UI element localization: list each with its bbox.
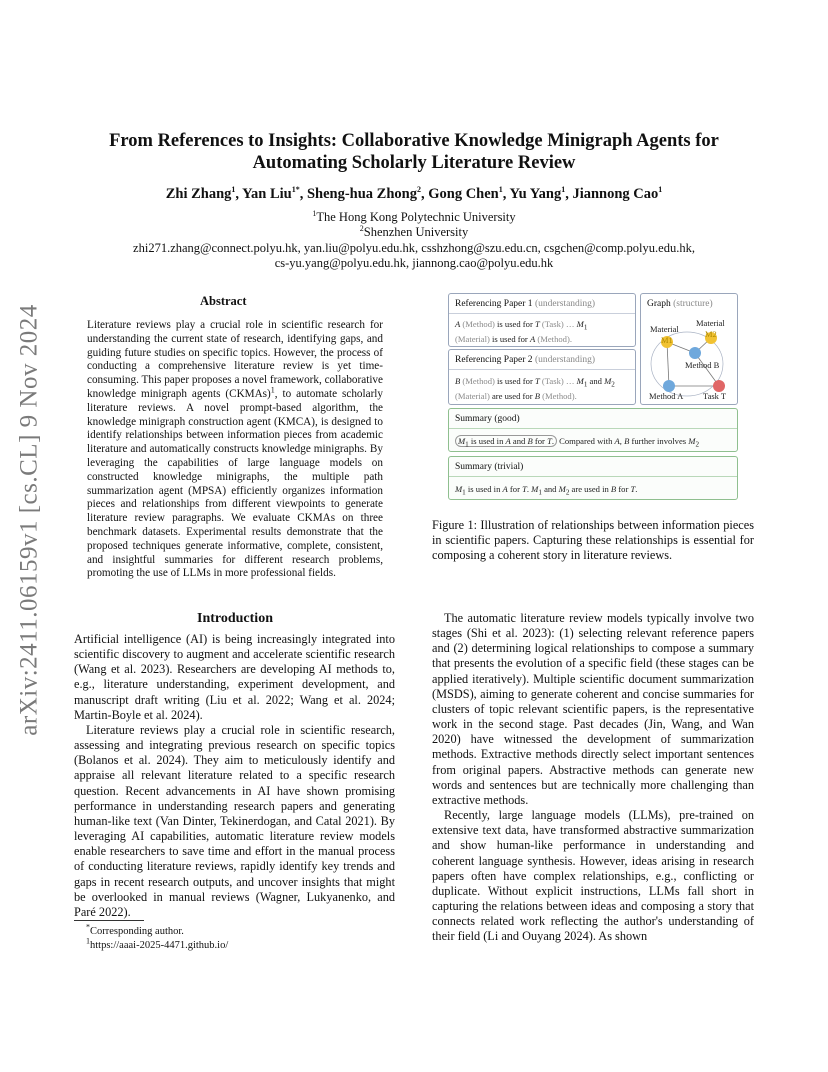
author: Jiannong Cao$^1$ <box>572 185 663 202</box>
author: Yu Yang$^1$, <box>509 185 573 202</box>
footnote: *Corresponding author. <box>86 922 184 937</box>
summary-good-box <box>448 408 738 452</box>
paragraph: Literature reviews play a crucial role in scientific research, assessing and integrating previous research on specific topics (Bolanos et al. 2024). They aim to meticulously identify and appraise all relevant literature related to a specific research question. Recent advancements in AI have shown promising performance in understanding research papers and generating human-like text (Van Dinter, Tekinerdogan, and Catal 2021). By leveraging AI capabilities, automatic literature review models enable researchers to save time and effort in the manual process of conducting literature reviews, rapidly identify key trends and gaps in recent research outputs, and uncover insights that might be overlooked in manual reviews (Wagner, Lukyanenko, and Paré 2022). <box>74 722 395 919</box>
email-line: cs-yu.yang@polyu.edu.hk, jiannong.cao@polyu.edu.hk <box>274 256 554 270</box>
box-header: Referencing Paper 1 (understanding) <box>449 294 635 314</box>
summary-trivial-box <box>448 456 738 500</box>
title-line-1: From References to Insights: Collaborative Knowledge Minigraph Agents for <box>109 131 719 151</box>
box-header: Referencing Paper 2 (understanding) <box>449 350 635 370</box>
material-label: Material <box>650 324 679 334</box>
figure-1 <box>448 290 740 500</box>
left-column-body <box>74 632 395 920</box>
abstract-heading: Abstract <box>200 294 247 308</box>
material-label: Material <box>696 318 725 328</box>
referencing-paper-2-box <box>448 349 636 405</box>
footnote-divider <box>74 920 144 921</box>
method-a-label: Method A <box>649 391 684 401</box>
introduction-heading: Introduction <box>197 611 273 626</box>
edge <box>667 342 669 386</box>
author: Sheng-hua Zhong$^2$, <box>306 185 429 202</box>
arxiv-id: arXiv:2411.06159v1 [cs.CL] 9 Nov 2024 <box>16 304 44 736</box>
abstract-body: Literature reviews play a crucial role in scientific research for understanding the current state of research, identifying gaps, and guiding future studies on specific topics. However, the process of conducting a comprehensive literature review is yet time-consuming. This paper proposes a novel framework, collaborative knowledge minigraph agents (CKMAs)$^1$, to automate scholarly literature reviews. A novel prompt-based algorithm, the knowledge minigraph construction agent (KMCA), is designed to identify relationships between information pieces from academic literature and automatically constructs knowledge minigraphs. By leveraging the capabilities of large language models on constructed knowledge minigraphs, the multiple path summarization agent (MPSA) efficiently organizes information pieces and relationships from different viewpoints to generate literature review paragraphs. We evaluate CKMAs on three benchmark datasets. Experimental results demonstrate that the proposed techniques generate informative, complete, consistent, and insightful summaries for different research problems, promoting the use of LLMs in more professional fields. <box>87 319 384 580</box>
author: Yan Liu$^{1*}$, <box>242 185 307 202</box>
graph-structure-box <box>640 293 738 405</box>
task-t-label: Task T <box>703 391 727 401</box>
paragraph: The automatic literature review models typically involve two stages (Shi et al. 2023): (1) selecting relevant reference papers and (2) determining logical relationships to compose a summary that presents the evolution of a specific field (these stages can be applied iteratively). Multiple scientific document summarization (MSDS), aiming to generate coherent and concise summaries for clusters of topic relevant scientific papers, is the representative work in the second stage. Past decades (Jin, Wang, and Wan 2020) have witnessed the development of summarization methods. Extractive methods directly select important sentences from original papers. Abstractive methods can generate new words and sentences but are technically more challenging than extractive methods. <box>432 611 754 807</box>
footnotes <box>86 922 396 953</box>
box-content: B (Method) is used for T (Task) … $M_1$ and $M_2$ (Material) are used for B (Method). <box>455 376 615 401</box>
affiliations <box>60 210 768 240</box>
author-list <box>60 186 768 203</box>
title-line-2: Automating Scholarly Literature Review <box>252 153 576 173</box>
paragraph: Recently, large language models (LLMs), pre-trained on extensive text data, have transformed abstractive summarization and show human-like performance in understanding and coherent language synthesis. However, ideas arising in research papers often have complex relationships, e.g., conflicting or duplicate. Without explicit instructions, LLMs fall short in capturing the relations between ideas and composing a story that connects related work reflecting the author's understanding of their field (Li and Ouyang 2024). As shown <box>432 808 754 944</box>
right-column-body <box>432 611 754 944</box>
author: Gong Chen$^1$, <box>428 185 510 202</box>
box-content: $M_1$ is used in A and B for T. Compared with A, B further involves $M_2$ <box>455 436 733 451</box>
paragraph: Artificial intelligence (AI) is being increasingly integrated into scientific discovery to augment and accelerate scientific research (Wang et al. 2023). Researchers are developing AI methods to, e.g., literature understanding, experiment development, and manuscript draft writing (Liu et al. 2022; Wang et al. 2024; Martin-Boyle et al. 2024). <box>74 632 395 722</box>
referencing-paper-1-box <box>448 293 636 347</box>
box-header: Summary (good) <box>449 409 737 429</box>
author: Zhi Zhang$^1$, <box>165 185 243 202</box>
box-header: Graph (structure) <box>647 299 713 309</box>
box-header: Summary (trivial) <box>449 457 737 477</box>
affiliation: $^2$Shenzhen University <box>359 223 469 239</box>
paper-title <box>60 130 768 174</box>
box-content: A (Method) is used for T (Task) … $M_1$ (Material) is used for A (Method). <box>455 319 588 344</box>
footnote: $^1$https://aaai-2025-4471.github.io/ <box>86 936 229 951</box>
figure-1-caption: Figure 1: Illustration of relationships between information pieces in scientific papers. Capturing these relationships is essential for composing a coherent story in literature reviews. <box>432 518 754 563</box>
box-content: $M_1$ is used in A for T. $M_1$ and $M_2$ are used in B for T. <box>455 484 638 497</box>
author-emails <box>60 241 768 271</box>
email-line: zhi271.zhang@connect.polyu.hk, yan.liu@polyu.edu.hk, csshzhong@szu.edu.cn, csgchen@comp.polyu.edu.hk, <box>133 241 695 255</box>
method-b-label: Method B <box>685 360 720 370</box>
affiliation: $^1$The Hong Kong Polytechnic University <box>312 208 516 224</box>
arxiv-stamp <box>12 290 48 750</box>
method-b-node <box>689 347 701 359</box>
m1-label: M1 <box>661 335 673 345</box>
m2-label: M2 <box>705 329 717 339</box>
